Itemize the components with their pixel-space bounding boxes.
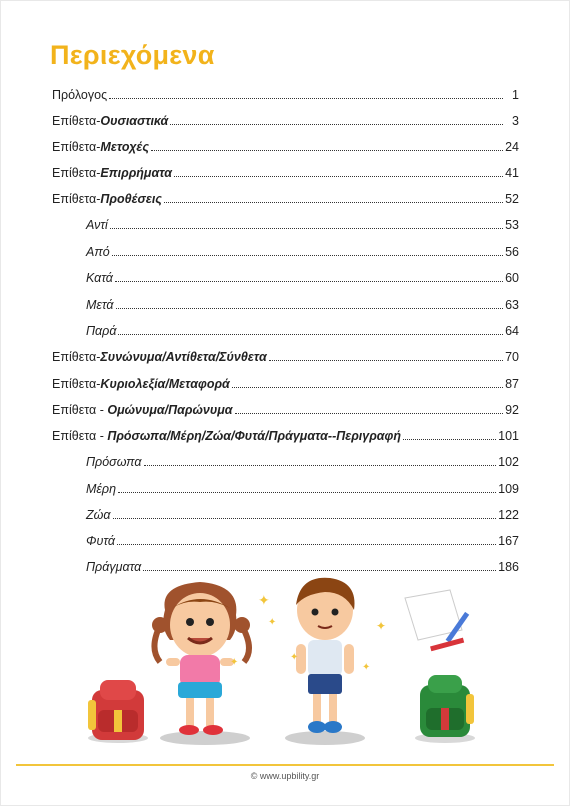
- toc-entry-prefix: Επίθετα-: [52, 192, 101, 206]
- toc-subentry[interactable]: [86, 259, 519, 285]
- toc-subentry-label: Πράγματα: [86, 560, 142, 574]
- toc-page-number: 186: [498, 560, 519, 574]
- toc-leader-dots: [174, 176, 503, 177]
- toc-subentry-label: Από: [86, 245, 110, 259]
- toc-entry[interactable]: [52, 76, 519, 102]
- toc-subentry-label: Παρά: [86, 324, 117, 338]
- toc-entry[interactable]: [52, 154, 519, 180]
- toc-subentry-label: Φυτά: [86, 534, 115, 548]
- toc-page-number: 41: [505, 166, 519, 180]
- toc-subentry[interactable]: [86, 443, 519, 469]
- toc-leader-dots: [118, 334, 503, 335]
- toc-leader-dots: [403, 439, 496, 440]
- toc-subentry[interactable]: [86, 312, 519, 338]
- toc-page-number: 60: [505, 271, 519, 285]
- toc-leader-dots: [232, 387, 503, 388]
- toc-entry[interactable]: [52, 365, 519, 391]
- toc-entry-topic: Κυριολεξία/Μεταφορά: [100, 377, 230, 391]
- toc-page-number: 52: [505, 192, 519, 206]
- toc-page-number: 101: [498, 429, 519, 443]
- page-title: Περιεχόμενα: [50, 40, 215, 70]
- svg-text:✦: ✦: [230, 657, 239, 668]
- toc-subentry[interactable]: [86, 233, 519, 259]
- toc-entry-prefix: Επίθετα-: [52, 377, 101, 391]
- toc-entry[interactable]: [52, 338, 519, 364]
- toc-page-number: 102: [498, 455, 519, 469]
- toc-entry-prefix: Επίθετα-: [52, 114, 101, 128]
- toc-subentry-label: Κατά: [86, 271, 113, 285]
- toc-entry-label: [52, 192, 162, 206]
- toc-page-number: 109: [498, 482, 519, 496]
- toc-leader-dots: [109, 98, 503, 99]
- toc-entry[interactable]: [52, 180, 519, 206]
- toc-leader-dots: [117, 544, 496, 545]
- toc-entry-label: [52, 429, 401, 443]
- toc-page-number: 70: [505, 350, 519, 364]
- toc-entry-label: [52, 403, 233, 417]
- paper-pencils-icon: [405, 590, 469, 651]
- toc-entry-topic: Ομώνυμα/Παρώνυμα: [107, 403, 233, 417]
- footer-copyright: © www.upbility.gr: [250, 771, 320, 781]
- toc-leader-dots: [269, 360, 503, 361]
- toc-entry-prefix: Επίθετα-: [52, 166, 101, 180]
- footer-divider: [16, 764, 554, 766]
- svg-text:✦: ✦: [362, 662, 371, 673]
- toc-leader-dots: [144, 465, 497, 466]
- toc-leader-dots: [115, 281, 503, 282]
- toc-entry-prefix: Επίθετα-: [52, 140, 101, 154]
- toc-entry-prefix: Επίθετα -: [52, 429, 108, 443]
- toc-leader-dots: [110, 228, 503, 229]
- toc-page-number: 63: [505, 298, 519, 312]
- toc-entry[interactable]: [52, 417, 519, 443]
- toc-entry-topic: Πρόσωπα/Μέρη/Ζώα/Φυτά/Πράγματα--Περιγραφή: [107, 429, 401, 443]
- toc-subentry-label: Μετά: [86, 298, 114, 312]
- red-backpack-icon: [88, 680, 144, 740]
- toc-entry-topic: Συνώνυμα/Αντίθετα/Σύνθετα: [100, 350, 267, 364]
- toc-entry-topic: Προθέσεις: [100, 192, 162, 206]
- toc-page-number: 1: [512, 88, 519, 102]
- toc-subentry-label: Αντί: [86, 218, 108, 232]
- children-illustration: [0, 570, 570, 760]
- toc-entry[interactable]: [52, 102, 519, 128]
- toc-entry-topic: Επιρρήματα: [100, 166, 173, 180]
- toc-leader-dots: [235, 413, 503, 414]
- svg-text:✦: ✦: [376, 619, 387, 633]
- toc-entry-label: [52, 88, 107, 102]
- toc-subentry-label: Πρόσωπα: [86, 455, 142, 469]
- toc-leader-dots: [170, 124, 503, 125]
- svg-text:✦: ✦: [268, 617, 277, 628]
- green-backpack-icon: [420, 675, 474, 737]
- toc-leader-dots: [116, 308, 503, 309]
- toc-page-number: 24: [505, 140, 519, 154]
- boy-figure: [296, 578, 355, 733]
- toc-page-number: 53: [505, 218, 519, 232]
- toc-entry-topic: Μετοχές: [100, 140, 150, 154]
- toc-leader-dots: [112, 255, 503, 256]
- toc-leader-dots: [113, 518, 497, 519]
- toc-page-number: 3: [512, 114, 519, 128]
- toc-leader-dots: [151, 150, 503, 151]
- toc-entry-label: [52, 377, 230, 391]
- toc-subentry[interactable]: [86, 206, 519, 232]
- svg-text:✦: ✦: [290, 652, 299, 663]
- toc-subentry[interactable]: [86, 496, 519, 522]
- toc-entry[interactable]: [52, 128, 519, 154]
- toc-page-number: 56: [505, 245, 519, 259]
- toc-entry-prefix: Επίθετα -: [52, 403, 108, 417]
- svg-text:✦: ✦: [258, 593, 270, 609]
- toc-subentry-label: Μέρη: [86, 482, 117, 496]
- toc-subentry-label: Ζώα: [86, 508, 111, 522]
- toc-page-number: 167: [498, 534, 519, 548]
- toc-entry-prefix: Επίθετα-: [52, 350, 101, 364]
- toc-entry-label: [52, 166, 172, 180]
- toc-entry-label: [52, 114, 168, 128]
- toc-leader-dots: [118, 492, 496, 493]
- toc-entry-label: [52, 350, 267, 364]
- toc-page-number: 122: [498, 508, 519, 522]
- toc-entry[interactable]: [52, 391, 519, 417]
- toc-entry-topic: Ουσιαστικά: [100, 114, 169, 128]
- toc-entry-prefix: Πρόλογος: [52, 88, 108, 102]
- toc-subentry[interactable]: [86, 286, 519, 312]
- toc-leader-dots: [164, 202, 503, 203]
- toc-entry-label: [52, 140, 149, 154]
- toc-page-number: 87: [505, 377, 519, 391]
- toc-subentry[interactable]: [86, 470, 519, 496]
- toc-subentry[interactable]: [86, 522, 519, 548]
- toc-page-number: 64: [505, 324, 519, 338]
- toc-page-number: 92: [505, 403, 519, 417]
